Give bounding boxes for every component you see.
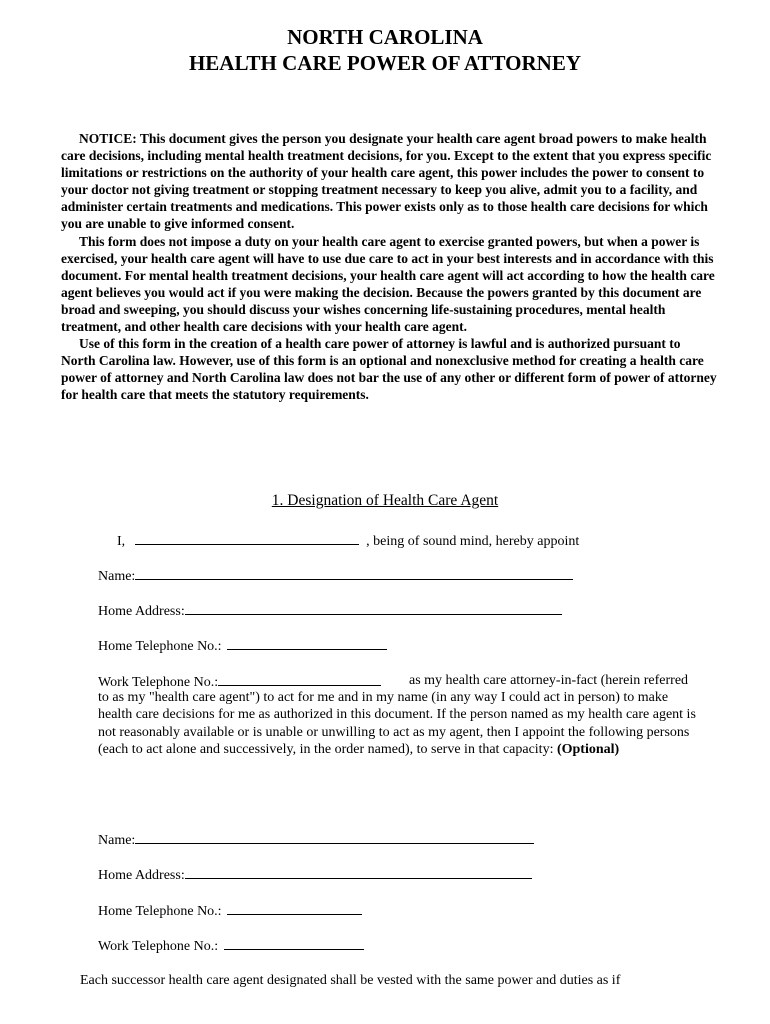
optional-label: (Optional) bbox=[556, 741, 620, 757]
successor-work-phone-row bbox=[98, 936, 364, 956]
lawful-use-paragraph: Use of this form in the creation of a health care power of attorney is lawful and is authorized pursuant to North Carolina law. However, use of this form is an optional and nonexclusive method for creating a health care power of attorney and North Carolina law does not bar the use of any other or different form of power of attorney for health care that meets the statutory requirements. bbox=[61, 336, 717, 403]
agent-name-blank[interactable] bbox=[135, 566, 573, 580]
successor-home-phone-blank[interactable] bbox=[227, 901, 362, 915]
title-state: NORTH CAROLINA bbox=[287, 25, 483, 49]
appoint-suffix: , being of sound mind, hereby appoint bbox=[366, 534, 580, 549]
successor-address-row bbox=[98, 865, 532, 885]
agent-authority-paragraph bbox=[98, 672, 698, 758]
appointment-line bbox=[117, 531, 579, 551]
successor-address-label: Home Address: bbox=[98, 868, 185, 883]
successor-address-blank[interactable] bbox=[185, 865, 532, 879]
section-heading-designation: 1. Designation of Health Care Agent bbox=[271, 492, 499, 509]
agent-address-label: Home Address: bbox=[98, 604, 185, 619]
agent-home-phone-blank[interactable] bbox=[227, 636, 387, 650]
appoint-prefix: I, bbox=[117, 534, 126, 549]
notice-paragraph: NOTICE: This document gives the person you designate your health care agent broad powers to make health care decisions, including mental health treatment decisions, for you. Except to the extent that you express specific limitations or restrictions on the authority of your health care agent, this power includes the power to consent to your doctor not giving treatment or stopping treatment necessary to keep you alive, admit you to a facility, and administer certain treatments and medications. This power exists only as to those health care decisions for which you are unable to give informed consent. bbox=[61, 131, 712, 232]
successor-name-blank[interactable] bbox=[135, 830, 534, 844]
agent-work-phone-label: Work Telephone No.: bbox=[98, 675, 219, 690]
notice-section bbox=[61, 130, 717, 404]
title-form: HEALTH CARE POWER OF ATTORNEY bbox=[188, 51, 582, 75]
agent-home-phone-label: Home Telephone No.: bbox=[98, 639, 222, 654]
agent-address-blank[interactable] bbox=[185, 601, 562, 615]
successor-home-phone-label: Home Telephone No.: bbox=[98, 904, 222, 919]
agent-authority-text: as my health care attorney-in-fact (herein referred to as my "health care agent") to act for me and in my name (in any way I could act in person) to make health care decisions for me as authorized in this document. If the person named as my health care agent is not reasonably available or is unable or unwilling to act as my agent, then I appoint the following persons (each to act alone and successively, in the order named), to serve in that capacity: bbox=[98, 673, 696, 757]
successor-name-row bbox=[98, 830, 534, 850]
agent-name-row bbox=[98, 566, 573, 586]
successor-home-phone-row bbox=[98, 901, 362, 921]
principal-name-blank[interactable] bbox=[135, 531, 359, 545]
agent-home-phone-row bbox=[98, 636, 387, 656]
duty-paragraph: This form does not impose a duty on your health care agent to exercise granted powers, but when a power is exercised, your health care agent will have to use due care to act in your best interests and in accordance with this document. For mental health treatment decisions, your health care agent will act according to how the health care agent believes you would act if you were making the decision. Because the powers granted by this document are broad and sweeping, you should discuss your wishes concerning life-sustaining procedures, mental health treatment, and other health care decisions with your health care agent. bbox=[61, 233, 715, 335]
successor-work-phone-label: Work Telephone No.: bbox=[98, 939, 219, 954]
agent-address-row bbox=[98, 601, 562, 621]
successor-note: Each successor health care agent designated shall be vested with the same power and duties as if bbox=[80, 973, 621, 988]
successor-name-label: Name: bbox=[98, 833, 136, 848]
agent-name-label: Name: bbox=[98, 569, 136, 584]
successor-work-phone-blank[interactable] bbox=[224, 936, 364, 950]
